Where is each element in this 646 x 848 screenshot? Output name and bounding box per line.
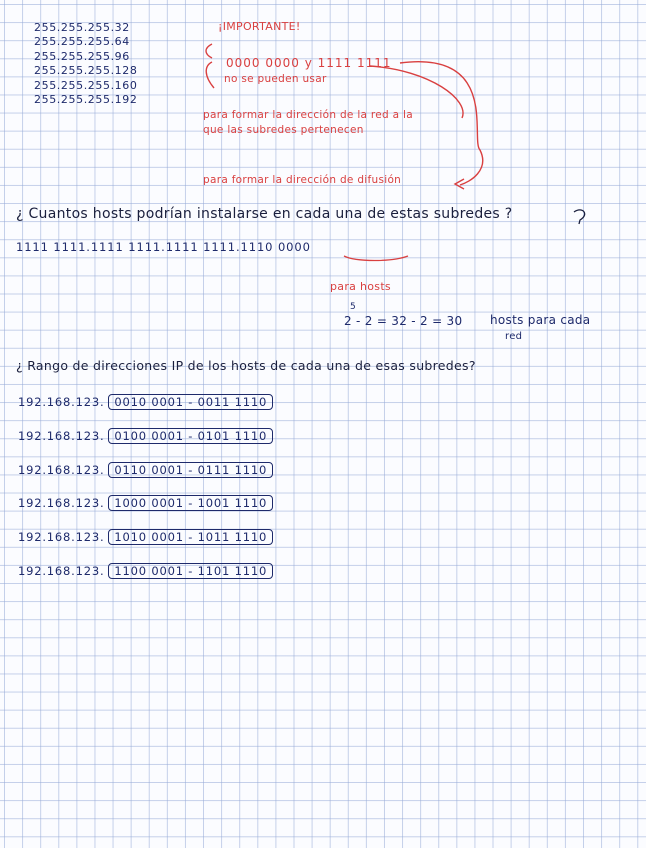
ip-prefix: 192.168.123. — [18, 530, 105, 544]
subnet-mask: 255.255.255.32 — [34, 21, 130, 34]
network-address-note-line2: que las subredes pertenecen — [203, 124, 364, 136]
ip-prefix: 192.168.123. — [18, 395, 105, 409]
host-range: 1100 0001 - 1101 1110 — [108, 563, 273, 579]
hosts-label: para hosts — [330, 280, 391, 293]
host-range: 0010 0001 - 0011 1110 — [108, 394, 273, 410]
host-range: 0100 0001 - 0101 1110 — [108, 428, 273, 444]
red-arrow-curve — [400, 62, 483, 185]
ip-prefix: 192.168.123. — [18, 496, 105, 510]
binary-mask: 1111 1111.1111 1111.1111 1111.1110 0000 — [16, 240, 311, 254]
ip-prefix: 192.168.123. — [18, 429, 105, 443]
question-mark-large — [574, 210, 585, 224]
ip-prefix: 192.168.123. — [18, 463, 105, 477]
hosts-result-text-2: red — [505, 331, 523, 342]
hosts-exponent: 5 — [350, 302, 357, 312]
network-address-note-line1: para formar la dirección de la red a la — [203, 109, 413, 121]
subnet-mask: 255.255.255.192 — [34, 93, 138, 107]
subnet-mask: 255.255.255.96 — [34, 49, 130, 63]
host-range: 0110 0001 - 0111 1110 — [108, 462, 273, 478]
subnet-mask: 255.255.255.128 — [34, 64, 138, 78]
broadcast-address-note: para formar la dirección de difusión — [203, 174, 402, 186]
subnet-mask: 255.255.255.160 — [34, 78, 138, 92]
host-range: 1010 0001 - 1011 1110 — [108, 529, 273, 545]
important-heading: ¡IMPORTANTE! — [218, 20, 301, 33]
red-brace — [206, 44, 214, 88]
host-range: 1000 0001 - 1001 1110 — [108, 495, 273, 511]
host-bits-underline — [344, 256, 408, 261]
hosts-result-text: hosts para cada — [490, 313, 591, 327]
special-values-note: 0000 0000 y 1111 1111 — [226, 56, 392, 70]
hosts-calculation: 2 - 2 = 32 - 2 = 30 — [344, 314, 463, 328]
question-hosts-per-subnet: ¿ Cuantos hosts podrían instalarse en cada una de estas subredes ? — [16, 206, 513, 222]
question-ip-ranges: ¿ Rango de direcciones IP de los hosts de cada una de esas subredes? — [16, 358, 476, 373]
cannot-use-note: no se pueden usar — [224, 73, 327, 85]
subnet-mask: 255.255.255.64 — [34, 35, 130, 49]
red-arrow-curve-2 — [370, 66, 463, 118]
ip-prefix: 192.168.123. — [18, 564, 105, 578]
